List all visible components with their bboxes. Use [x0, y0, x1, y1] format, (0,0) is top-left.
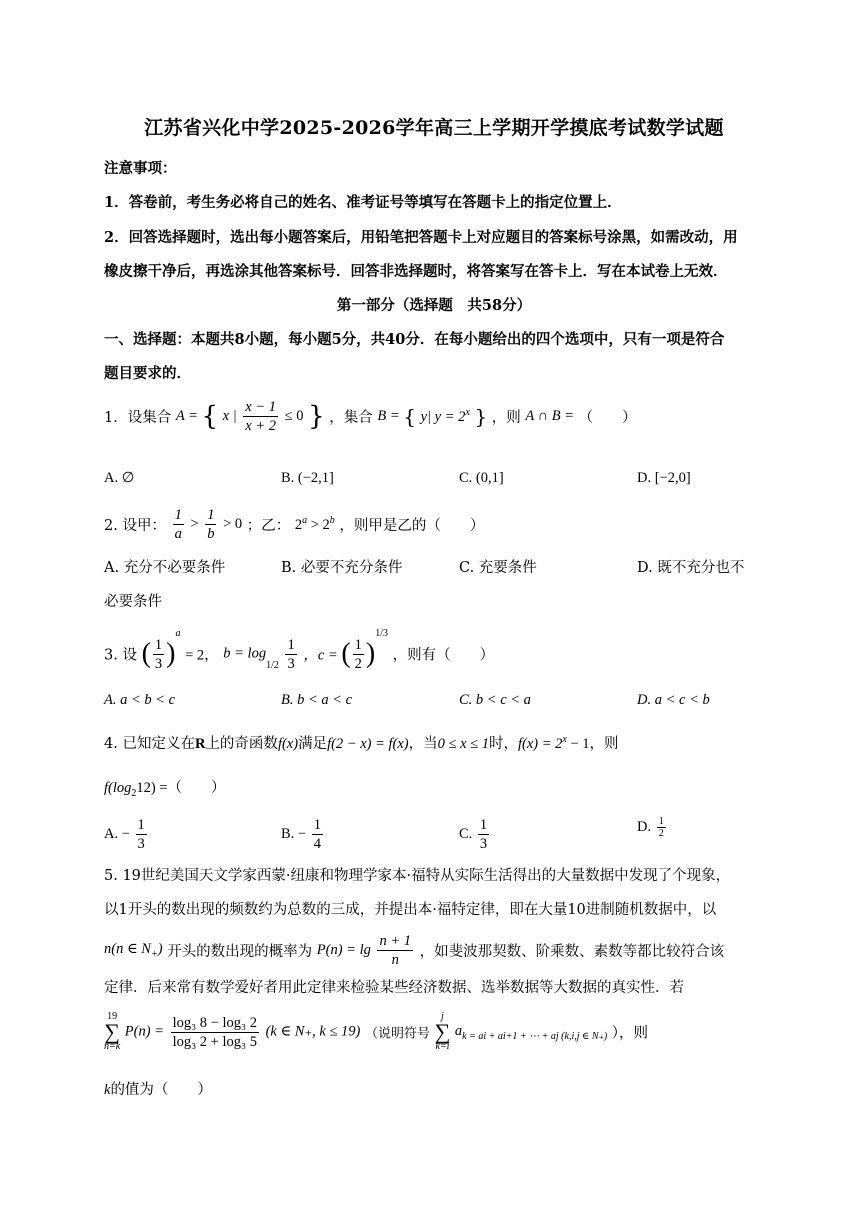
q2-frac-1: [173, 506, 184, 543]
q4-expr: f(log: [104, 780, 132, 796]
q1-expression: A ∩ B =: [525, 408, 574, 424]
q2-option-a: A. 充分不必要条件: [104, 560, 226, 576]
q4-option-d-label: D.: [637, 819, 652, 835]
q1-mid-text: ，集合: [329, 410, 373, 426]
q2-mid-text: ；乙：: [246, 518, 291, 534]
q5-expr-d: i+1 + ⋯ + a: [502, 1030, 556, 1042]
q3-option-a: A. a < b < c: [104, 692, 176, 708]
notice-item-1: 1．答卷前，考生务必将自己的姓名、准考证号等填写在答题卡上的指定位置上．: [104, 194, 622, 211]
question-5-line3: [104, 932, 724, 969]
page-title: 江苏省兴化中学2025-2026学年高三上学期开学摸底考试数学试题: [144, 117, 724, 139]
q3-frac-a-num: 1: [154, 636, 163, 653]
q2-option-d: D. 既不充分也不: [637, 560, 745, 576]
q3-frac-c-num: 1: [354, 636, 362, 653]
q5-text-e: ，如斐波那契数、阶乘数、素数等都比较符合该: [419, 944, 725, 960]
q5-note-text: （说明符号: [364, 1026, 430, 1042]
q5-n-set-close: ): [157, 941, 163, 958]
q4-option-a-sign: −: [121, 826, 130, 842]
q5-sum-num: log₃ 8 − log₃ 2: [172, 1014, 257, 1031]
q4-option-b: [281, 816, 325, 853]
q3-exp-a: a: [175, 628, 181, 639]
q2-option-c: C. 充要条件: [459, 560, 537, 576]
q4-option-a-den: 3: [137, 836, 145, 852]
q5-sum-1: 19 ∑ n=k: [104, 1011, 121, 1052]
q4-option-c-num: 1: [479, 817, 488, 833]
q2-frac-1-num: 1: [174, 507, 182, 523]
q2-option-d-wrap: 必要条件: [104, 594, 162, 610]
q4-text-d: ，当: [408, 736, 438, 752]
q1-set-b-exponent: x: [465, 407, 470, 419]
q2-tail-text: ，则甲是乙的（ ）: [339, 518, 485, 534]
q5-sum-den: log₃ 2 + log₃ 5: [172, 1033, 257, 1050]
q3-frac-c: [353, 636, 364, 673]
q4-option-d-den: 2: [658, 828, 664, 839]
q4-fx: f(x): [277, 736, 299, 752]
q4-option-b-label: B.: [281, 826, 295, 842]
q1-set-a-var: x |: [222, 408, 237, 424]
q5-end-text: ），则: [611, 1025, 649, 1042]
q3-eq: = 2，: [185, 647, 219, 664]
q4-option-a-num: 1: [137, 817, 145, 833]
q5-expr-a: a: [454, 1022, 463, 1039]
q3-frac-c-den: 2: [354, 655, 362, 672]
q3-number: 3. 设: [104, 647, 137, 664]
q3-option-c: C. b < c < a: [459, 692, 531, 708]
q3-exp-c: 1/3: [375, 628, 388, 639]
q2-base: 2: [294, 516, 303, 533]
q1-set-b-body: y| y = 2: [420, 408, 466, 425]
q4-option-d: [637, 816, 668, 839]
question-5-line1: 5. 19世纪美国天文学家西蒙·纽康和物理学家本·福特从实际生活得出的大量数据中发现了个现象，: [104, 868, 731, 884]
question-2: [104, 506, 484, 543]
q2-gt: >: [190, 516, 199, 532]
q4-text-c: 满足: [298, 736, 328, 752]
q4-expr-base: 2: [131, 787, 137, 799]
q4-option-c: [459, 816, 491, 853]
q3-c-label: ，c =: [303, 647, 342, 664]
q4-option-b-den: 4: [313, 836, 321, 852]
q5-expr-b: k = a: [462, 1030, 484, 1042]
q2-frac-2-den: b: [207, 526, 215, 542]
q3-frac-a: [153, 636, 164, 673]
q1-frac-numerator: x − 1: [245, 399, 277, 415]
q4-def-tail: − 1，则: [566, 736, 619, 752]
q2-exp-a: a: [302, 515, 308, 527]
q2-frac-2: [205, 506, 216, 543]
question-5-line5: [104, 1012, 648, 1052]
q1-option-a: A. ∅: [104, 470, 135, 486]
q5-ask-text: 的值为（ ）: [110, 1082, 212, 1098]
question-4-line1: [104, 732, 619, 753]
question-1: 1．设集合 A = { x | $\frac{x - 1}{x + 2}$ ≤ 0 } ，集合 B = { y| $y = 2^x$ } ，则 A ∩ B = （ ）: [104, 399, 637, 434]
section-heading-line1: 一、选择题：本题共8小题，每小题5分，共40分．在每小题给出的四个选项中，只有一项是符合: [104, 331, 725, 348]
q5-n-set-sub: +: [150, 948, 158, 960]
q4-text-a: 4. 已知定义在: [104, 736, 195, 752]
q4-def-exp: x: [562, 734, 567, 746]
q5-k: k: [104, 1082, 111, 1098]
q5-sum-2-bottom: k=i: [435, 1041, 450, 1052]
q4-option-c-label: C.: [459, 826, 473, 842]
q4-def: f(x) = 2: [517, 736, 563, 752]
q5-sum-2: j ∑ k=i: [434, 1011, 451, 1052]
q5-prob-lhs: P(n) = lg: [316, 942, 371, 958]
q1-set-a-fraction: [243, 398, 278, 435]
q3-b-base: 1/2: [266, 660, 279, 671]
q4-option-d-num: 1: [658, 816, 664, 827]
q1-number: 1．设集合: [104, 410, 172, 426]
q4-option-a: [104, 816, 149, 853]
q5-expr-e: j (k,i,j ∈ N₊): [555, 1030, 608, 1042]
notice-item-2-line2: 橡皮擦干净后，再选涂其他答案标号．回答非选择题时，将答案写在答卡上．写在本试卷上无效．: [104, 263, 728, 280]
q4-text-e: 时，: [488, 736, 518, 752]
q4-expr-tail: 12) =（ ）: [136, 780, 226, 796]
notice-item-2-line1: 2．回答选择题时，选出每小题答案后，用铅笔把答题卡上对应题目的答案标号涂黑，如需改动，用: [104, 229, 738, 246]
q3-frac-a-den: 3: [154, 655, 163, 672]
q2-cond-gt: > 2: [307, 516, 330, 533]
q1-option-c: C. (0,1]: [459, 470, 504, 486]
q2-frac-2-num: 1: [207, 507, 215, 523]
q5-sum-condition: (k ∈ N₊, k ≤ 19): [265, 1023, 361, 1040]
q5-text-c: 开头的数出现的概率为: [167, 944, 313, 960]
q4-text-b: 上的奇函数: [205, 736, 278, 752]
q2-gt-zero: > 0: [223, 516, 243, 532]
question-3: 3. 设 ( $\frac{1}{3}$ )$^a$ = 2， $b = \log_{1/2}$ $\frac{1}{3}$ ，c = ( $\frac{1}{2}$ )$^{1/3}$ ，则有（ ）: [104, 628, 495, 672]
q2-frac-1-den: a: [174, 526, 182, 542]
q5-sum-1-bottom: n=k: [104, 1041, 121, 1052]
q1-option-d: D. [−2,0]: [637, 470, 691, 486]
question-5-line2: 以1开头的数出现的频数约为总数的三成，并提出本·福特定律，即在大量10进制随机数据中，以: [104, 902, 717, 918]
q4-range: 0 ≤ x ≤ 1: [437, 736, 489, 752]
q3-frac-b-num: 1: [287, 636, 295, 653]
q4-func-eq: f(2 − x) = f(x): [327, 736, 409, 752]
q5-sum-lhs: P(n) =: [124, 1023, 164, 1040]
section-heading-line2: 题目要求的．: [104, 365, 191, 382]
question-5-line6: [104, 1078, 212, 1099]
q3-tail-text: ，则有（ ）: [392, 647, 495, 664]
q3-frac-b-den: 3: [287, 655, 295, 672]
q5-sum-2-top: j: [441, 1011, 444, 1022]
q1-tail-text: ，则: [491, 410, 521, 426]
q5-expr-c: i + a: [483, 1030, 503, 1042]
q4-option-a-label: A.: [104, 826, 119, 842]
q3-option-b: B. b < a < c: [281, 692, 353, 708]
q1-option-b: B. (−2,1]: [281, 470, 334, 486]
q1-set-a-relation: ≤ 0: [284, 408, 304, 424]
q5-prob-num: n + 1: [379, 933, 412, 949]
question-4-line2: [104, 776, 226, 799]
question-5-line4: 定律．后来常有数学爱好者用此定律来检验某些经济数据、选举数据等大数据的真实性．若: [104, 980, 684, 996]
q4-option-b-sign: −: [297, 826, 307, 842]
q4-option-c-den: 3: [479, 836, 488, 852]
q5-sum-1-top: 19: [107, 1011, 118, 1022]
q3-b-log: b = log: [223, 645, 267, 662]
q3-frac-b: [285, 636, 296, 673]
q3-option-d: D. a < c < b: [637, 692, 710, 708]
q2-number: 2. 设甲：: [104, 518, 166, 534]
q1-frac-denominator: x + 2: [245, 418, 277, 434]
q1-answer-blank: （ ）: [578, 410, 637, 426]
q4-option-b-num: 1: [313, 817, 321, 833]
notice-heading: 注意事项：: [104, 160, 177, 177]
q4-real-set: R: [194, 736, 206, 752]
q2-exp-b: b: [329, 515, 335, 527]
q2-option-b: B. 必要不充分条件: [281, 560, 403, 576]
q1-set-a-label: A =: [175, 408, 202, 424]
q5-n-set: n(n ∈ N: [104, 941, 151, 958]
q1-set-b-label: B =: [377, 408, 404, 424]
q5-prob-den: n: [391, 952, 399, 968]
part-heading: 第一部分（选择题 共58分）: [336, 297, 532, 314]
